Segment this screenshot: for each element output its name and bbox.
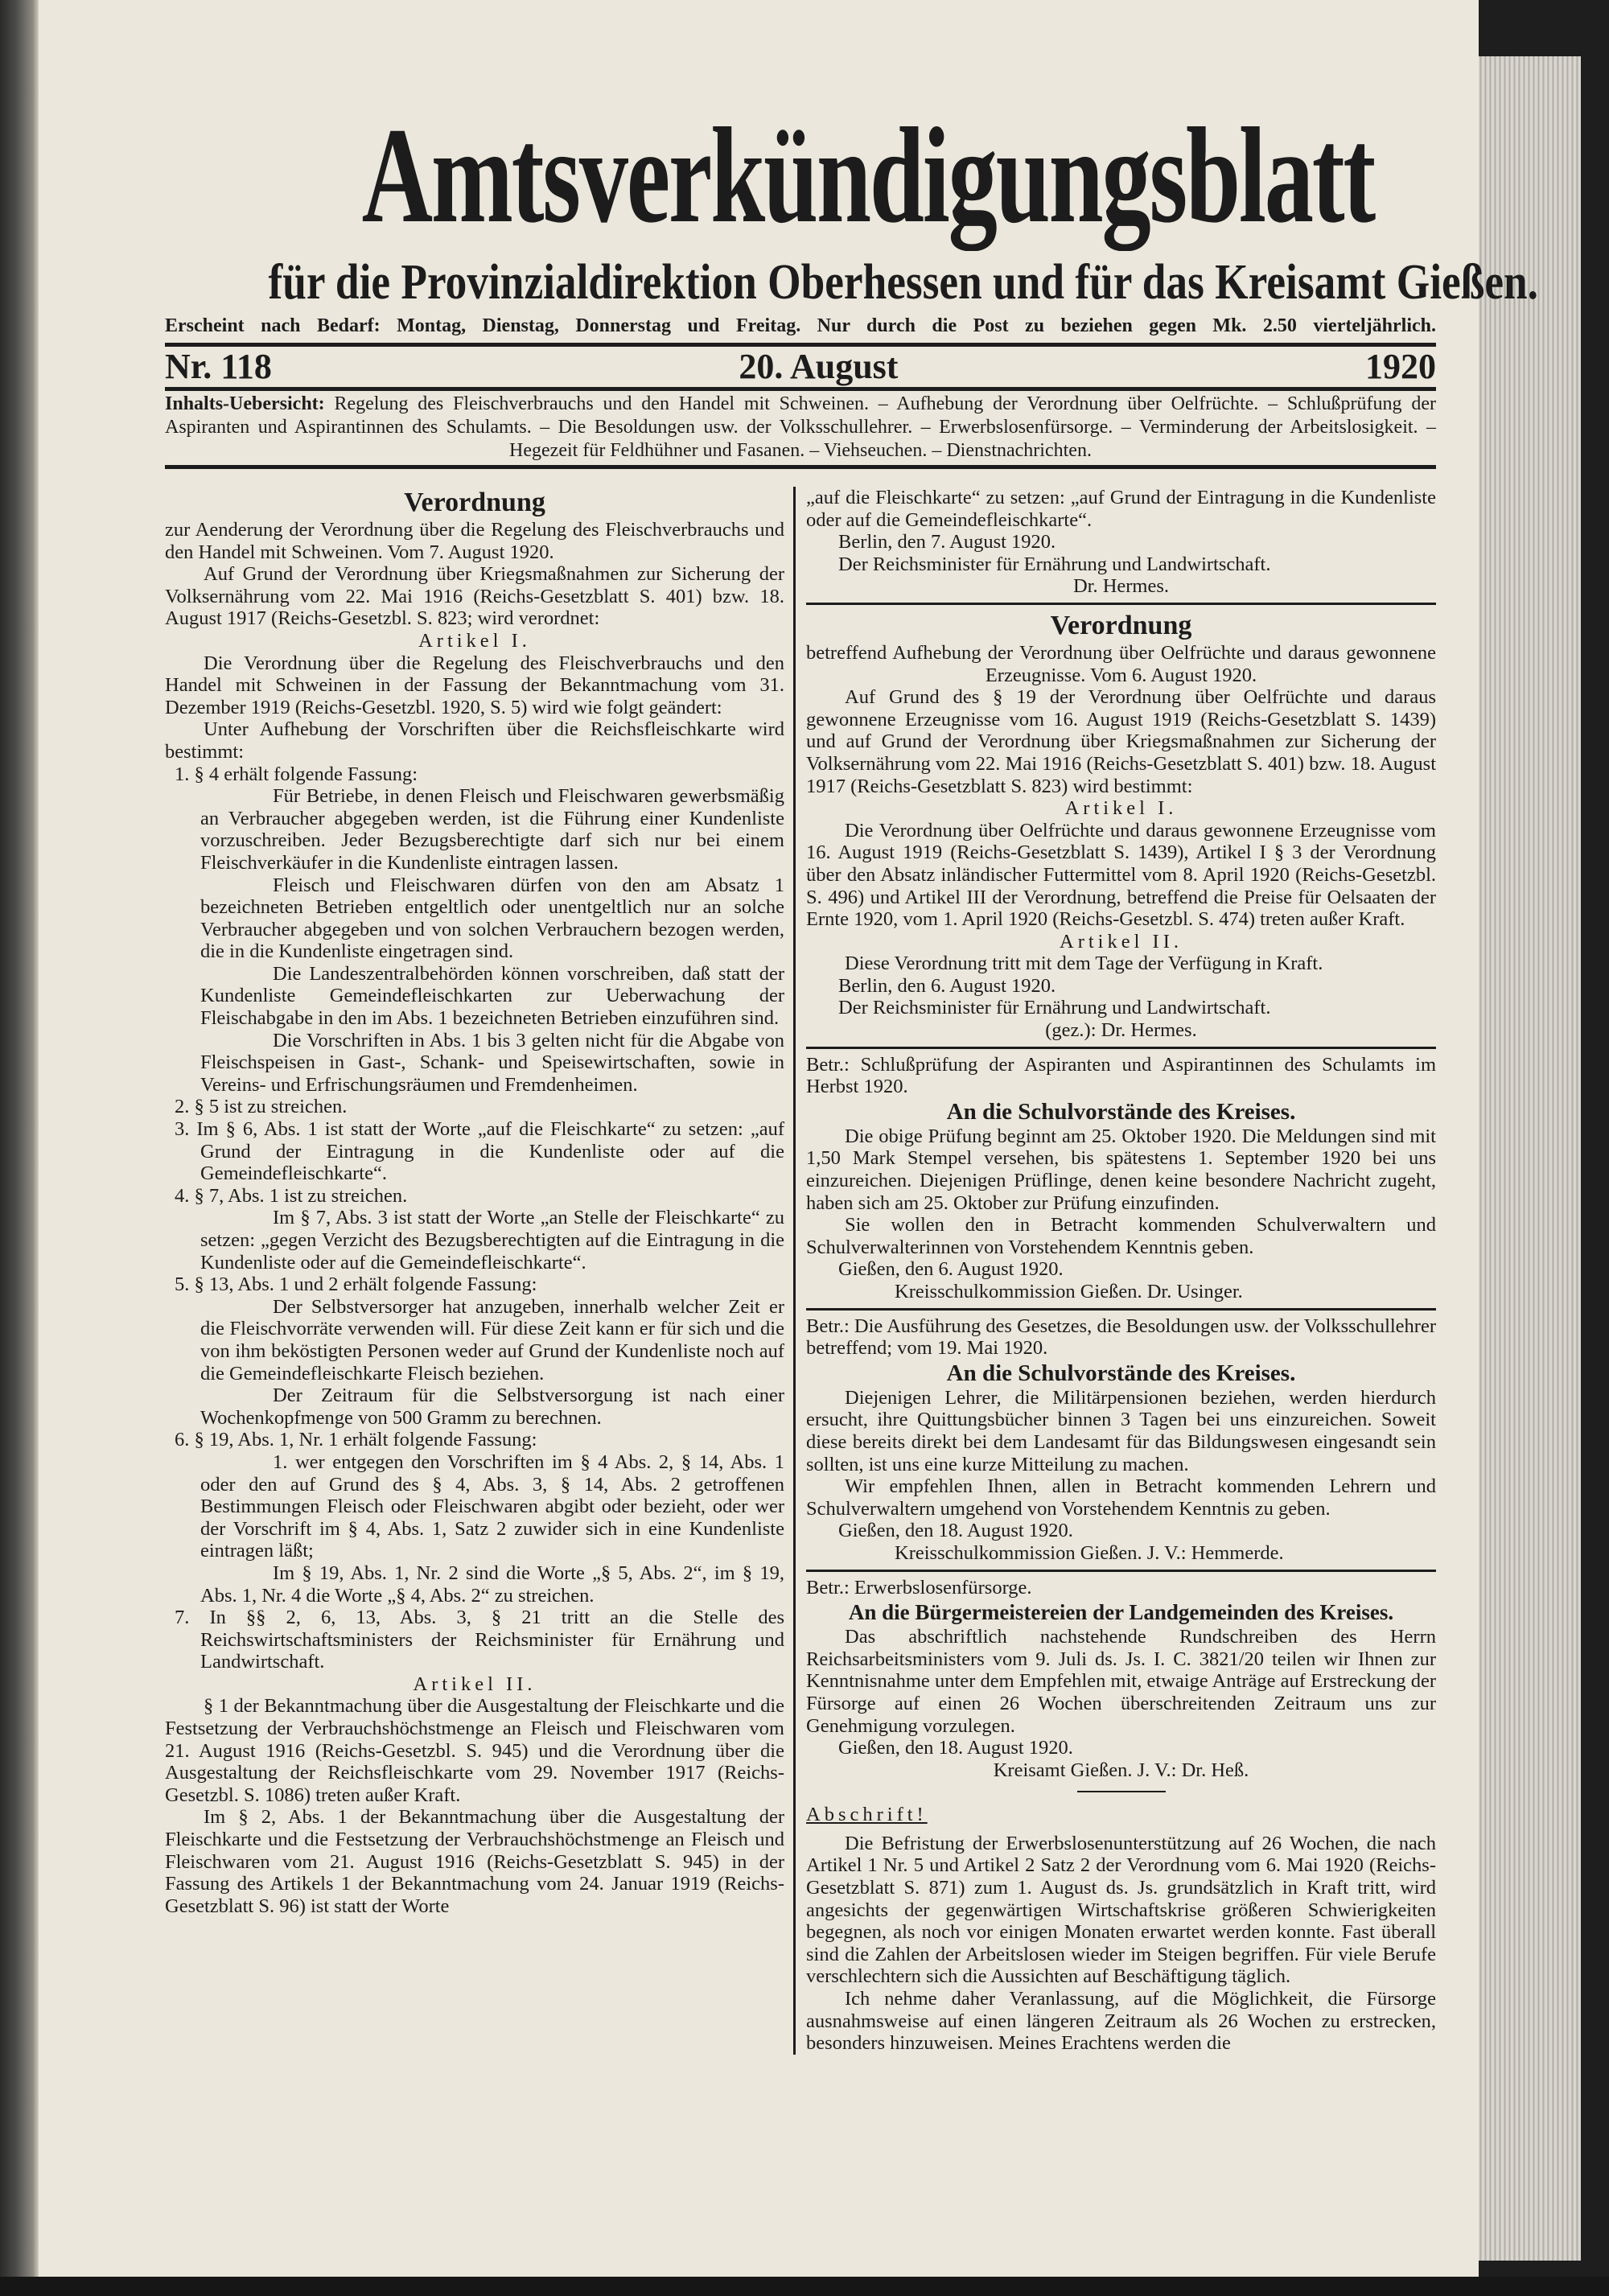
- signature: Der Reichsminister für Ernährung und Landwirtschaft.: [838, 997, 1271, 1019]
- issue-date: 20. August: [739, 347, 899, 386]
- toc-label: Inhalts-Uebersicht:: [165, 393, 325, 414]
- section-heading: An die Schulvorstände des Kreises.: [946, 1098, 1296, 1125]
- divider: [806, 603, 1436, 605]
- paragraph: Die Vorschriften in Abs. 1 bis 3 gelten nicht für die Abgabe von Fleischspeisen in Gast-, Schank- und Speisewirtschaften, sowie in Vereins- und Erfrischungsräumen und Fremdenheimen.: [200, 1029, 784, 1096]
- table-of-contents: [165, 393, 1436, 463]
- article-heading: Artikel I.: [1064, 797, 1178, 820]
- paragraph: Diese Verordnung tritt mit dem Tage der Verfügung in Kraft.: [845, 953, 1323, 975]
- divider: [806, 1308, 1436, 1311]
- toc-text: Regelung des Fleischverbrauchs und den Handel mit Schweinen. – Aufhebung der Verordnung über Oelfrüchte. – Schlußprüfung der Aspiranten und Aspirantinnen des Schulamts. – Die Besoldungen usw. der Volksschullehrer. – Erwerbslosenfürsorge. – Verminderung der Arbeitslosigkeit. – Hegezeit für Feldhühner und Fasanen. – Viehseuchen. – Dienstnachrichten.: [165, 393, 1436, 461]
- short-divider: [1077, 1791, 1166, 1792]
- divider: [806, 1047, 1436, 1049]
- paragraph: „auf die Fleischkarte“ zu setzen: „auf Grund der Eintragung in die Kundenliste oder auf die Gemeindefleischkarte“.: [806, 487, 1436, 531]
- left-column: [165, 487, 793, 1917]
- paragraph: Ich nehme daher Veranlassung, auf die Möglichkeit, die Fürsorge ausnahmsweise auf einen längeren Zeitraum als 26 Wochen zu erstrecken, besonders hinzuweisen. Meines Erachtens werden die: [806, 1988, 1436, 2055]
- paragraph: Unter Aufhebung der Vorschriften über die Reichsfleischkarte wird bestimmt:: [165, 718, 784, 763]
- article-heading: Artikel I.: [418, 629, 531, 652]
- paragraph: betreffend Aufhebung der Verordnung über Oelfrüchte und daraus gewonnene Erzeugnisse. Vom 6. August 1920.: [806, 641, 1436, 686]
- article-heading: Artikel II.: [413, 1673, 537, 1695]
- signature-name: (gez.): Dr. Hermes.: [1045, 1019, 1197, 1042]
- section-heading: An die Bürgermeistereien der Landgemeinden des Kreises.: [848, 1600, 1394, 1625]
- list-item: 6. § 19, Abs. 1, Nr. 1 erhält folgende Fassung:: [175, 1429, 537, 1451]
- paragraph: Im § 19, Abs. 1, Nr. 2 sind die Worte „§ 5, Abs. 2“, im § 19, Abs. 1, Nr. 4 die Worte „§ 4, Abs. 2“ zu streichen.: [200, 1562, 784, 1607]
- paragraph: Der Selbstversorger hat anzugeben, innerhalb welcher Zeit er die Fleischvorräte verwenden will. Für diese Zeit kann er für sich und die von ihm beköstigten Personen weder auf Grund der Kundenliste noch auf die Gemeindefleischkarte Fleisch beziehen.: [200, 1295, 784, 1385]
- paragraph: Das abschriftlich nachstehende Rundschreiben des Herrn Reichsarbeitsministers vom 9. Juli ds. Js. I. C. 3821/20 teilen wir Ihnen zur Kenntnisnahme unter dem Empfehlen mit, etwaige Anträge auf Erstreckung der Fürsorge auf einen 26 Wochen überschreitenden Zeitraum uns zur Genehmigung vorzulegen.: [806, 1626, 1436, 1737]
- divider: [165, 465, 1436, 469]
- paragraph: Die Landeszentralbehörden können vorschreiben, daß statt der Kundenliste Gemeindefleischkarten zur Ueberwachung der Fleischabgabe in den im Abs. 1 bezeichneten Betrieben einzuführen sind.: [200, 962, 784, 1030]
- subject-line: Betr.: Erwerbslosenfürsorge.: [806, 1576, 1032, 1599]
- page-content: [165, 100, 1539, 2055]
- paragraph: Der Zeitraum für die Selbstversorgung ist nach einer Wochenkopfmenge von 500 Gramm zu berechnen.: [200, 1385, 784, 1429]
- place-date: Gießen, den 18. August 1920.: [838, 1737, 1073, 1759]
- paragraph: Fleisch und Fleischwaren dürfen von den am Absatz 1 bezeichneten Betrieben entgeltlich oder unentgeltlich nur an solche Verbraucher abgegeben und von solchen Verbrauchern bezogen werden, die in die Kundenliste eingetragen sind.: [200, 874, 784, 963]
- issue-year: 1920: [1364, 347, 1436, 386]
- signature: Kreisschulkommission Gießen. Dr. Usinger.: [895, 1281, 1243, 1302]
- paragraph: zur Aenderung der Verordnung über die Regelung des Fleischverbrauchs und den Handel mit Schweinen. Vom 7. August 1920.: [165, 519, 784, 563]
- paragraph: Die Verordnung über die Regelung des Fleischverbrauchs und den Handel mit Schweinen in der Fassung der Bekanntmachung vom 31. Dezember 1919 (Reichs-Gesetzbl. 1920, S. 5) wird wie folgt geändert:: [165, 652, 784, 718]
- scan-border: [0, 2277, 1609, 2296]
- copy-label: Abschrift!: [806, 1804, 928, 1826]
- list-item: 4. § 7, Abs. 1 ist zu streichen.: [175, 1184, 408, 1207]
- masthead-title: [165, 100, 1436, 251]
- subject-line: Betr.: Die Ausführung des Gesetzes, die Besoldungen usw. der Volksschullehrer betreffend; vom 19. Mai 1920.: [806, 1315, 1436, 1360]
- paragraph: 1. wer entgegen den Vorschriften im § 4 Abs. 2, § 14, Abs. 1 oder den auf Grund des § 4, Abs. 3, § 14, Abs. 2 getroffenen Bestimmungen Fleisch oder Fleischwaren abgibt oder bezieht, oder wer der Vorschrift im § 4, Abs. 1, Satz 2 zuwider sich in eine Kundenliste eintragen läßt;: [200, 1450, 784, 1562]
- place-date: Berlin, den 6. August 1920.: [838, 974, 1056, 997]
- signature: Kreisschulkommission Gießen. J. V.: Hemmerde.: [895, 1541, 1284, 1564]
- paragraph: Sie wollen den in Betracht kommenden Schulverwaltern und Schulverwalterinnen von Vorstehendem Kenntnis geben.: [806, 1214, 1436, 1258]
- list-item: 1. § 4 erhält folgende Fassung:: [175, 763, 418, 785]
- columns: [165, 487, 1436, 2055]
- signature: Der Reichsminister für Ernährung und Landwirtschaft.: [838, 553, 1271, 575]
- divider: [806, 1570, 1436, 1572]
- list-item: 5. § 13, Abs. 1 und 2 erhält folgende Fassung:: [175, 1273, 537, 1296]
- masthead-subtitle: [165, 254, 1539, 311]
- paragraph: Auf Grund der Verordnung über Kriegsmaßnahmen zur Sicherung der Volksernährung vom 22. Mai 1916 (Reichs-Gesetzblatt S. 401) bzw. 18. August 1917 (Reichs-Gesetzbl. S. 823; wird verordnet:: [165, 563, 784, 630]
- paragraph: Im § 2, Abs. 1 der Bekanntmachung über die Ausgestaltung der Fleischkarte und die Festsetzung der Verbrauchshöchstmenge an Fleisch und Fleischwaren vom 21. August 1916 (Reichs-Gesetzblatt S. 945) in der Fassung des Artikels 1 der Bekanntmachung vom 24. Januar 1919 (Reichs-Gesetzblatt S. 96) ist statt der Worte: [165, 1806, 784, 1917]
- paragraph: Im § 7, Abs. 3 ist statt der Worte „an Stelle der Fleischkarte“ zu setzen: „gegen Verzicht des Bezugsberechtigten auf die Eintragung in die Kundenliste oder auf die Gemeindefleischkarte“.: [200, 1207, 784, 1273]
- list-item: 2. § 5 ist zu streichen.: [175, 1096, 348, 1118]
- paragraph: § 1 der Bekanntmachung über die Ausgestaltung der Fleischkarte und die Festsetzung der Verbrauchshöchstmenge an Fleisch und Fleischwaren vom 21. August 1916 (Reichs-Gesetzbl. S. 945) und die Verordnung über die Ausgestaltung der Reichsfleischkarte vom 29. November 1917 (Reichs-Gesetzbl. S. 1086) treten außer Kraft.: [165, 1695, 784, 1806]
- page-stack-edge: [1472, 56, 1581, 2261]
- paragraph: Auf Grund des § 19 der Verordnung über Oelfrüchte und daraus gewonnene Erzeugnisse vom 16. August 1919 (Reichs-Gesetzblatt S. 1439) und auf Grund der Verordnung über Kriegsmaßnahmen zur Sicherung der Volksernährung vom 22. Mai 1916 (Reichs-Gesetzblatt S. 401) bzw. 18. August 1917 (Reichs-Gesetzblatt S. 823) wird bestimmt:: [806, 686, 1436, 797]
- masthead-subtitle-text: für die Provinzialdirektion Oberhessen und für das Kreisamt Gießen.: [268, 255, 1539, 310]
- divider: [165, 387, 1436, 391]
- article-heading: Artikel II.: [1060, 930, 1183, 953]
- paragraph: Wir empfehlen Ihnen, allen in Betracht kommenden Lehrern und Schulverwaltern umgehend von Vorstehendem Kenntnis zu geben.: [806, 1475, 1436, 1520]
- publication-info: Erscheint nach Bedarf: Montag, Dienstag, Donnerstag und Freitag. Nur durch die Post zu beziehen gegen Mk. 2.50 vierteljährlich.: [165, 315, 1436, 336]
- paragraph: Die Befristung der Erwerbslosenunterstützung auf 26 Wochen, die nach Artikel 1 Nr. 5 und Artikel 2 Satz 2 der Verordnung vom 6. Mai 1920 (Reichs-Gesetzblatt S. 871) zum 1. August ds. Js. grundsätzlich in Kraft tritt, wird angesichts der gegenwärtigen Wirtschaftskrise größeren Schwierigkeiten begegnen, als noch vor einigen Monaten erwartet werden konnte. Fast überall sind die Zahlen der Arbeitslosen wieder im Steigen begriffen. Für viele Berufe verschlechtern sich die Aussichten auf Beschäftigung täglich.: [806, 1832, 1436, 1988]
- paragraph: Für Betriebe, in denen Fleisch und Fleischwaren gewerbsmäßig an Verbraucher abgegeben werden, ist die Führung einer Kundenliste vorzuschreiben. Jeder Bezugsberechtigte darf sich nur bei einem Fleischverkäufer in die Kundenliste eintragen lassen.: [200, 785, 784, 874]
- list-item: 3. Im § 6, Abs. 1 ist statt der Worte „auf die Fleischkarte“ zu setzen: „auf Grund der Eintragung in die Kundenliste oder auf die Gemeindefleischkarte“.: [175, 1118, 784, 1185]
- section-heading: An die Schulvorstände des Kreises.: [946, 1360, 1296, 1386]
- subject-line: Betr.: Schlußprüfung der Aspiranten und Aspirantinnen des Schulamts im Herbst 1920.: [806, 1053, 1436, 1098]
- masthead-title-text: Amtsverkündigungsblatt: [361, 100, 1375, 251]
- paragraph: Die Verordnung über Oelfrüchte und daraus gewonnene Erzeugnisse vom 16. August 1919 (Reichs-Gesetzblatt S. 1439), Artikel I § 3 der Verordnung über den Absatz inländischer Futtermittel vom 8. April 1920 (Reichs-Gesetzbl. S. 496) und Artikel III der Verordnung, betreffend die Preise für Oelsaaten der Ernte 1920, vom 1. April 1920 (Reichs-Gesetzbl. S. 474) treten außer Kraft.: [806, 819, 1436, 931]
- issue-row: [165, 347, 1436, 387]
- signature: Kreisamt Gießen. J. V.: Dr. Heß.: [993, 1759, 1249, 1781]
- section-heading: Verordnung: [1050, 610, 1192, 640]
- book-gutter: [0, 0, 39, 2296]
- paragraph: Diejenigen Lehrer, die Militärpensionen beziehen, werden hierdurch ersucht, ihre Quittungsbücher binnen 3 Tagen bei uns einzureichen. Soweit diese bereits direkt bei dem Landesamt für das Bildungswesen eingesandt sein sollten, ist uns eine kurze Mitteilung zu machen.: [806, 1386, 1436, 1475]
- issue-number: Nr. 118: [165, 347, 272, 386]
- signature-name: Dr. Hermes.: [1072, 575, 1170, 598]
- right-column: [793, 487, 1436, 2055]
- place-date: Gießen, den 6. August 1920.: [838, 1258, 1064, 1281]
- place-date: Berlin, den 7. August 1920.: [838, 531, 1056, 553]
- list-item: 7. In §§ 2, 6, 13, Abs. 3, § 21 tritt an die Stelle des Reichswirtschaftsministers der Reichsminister für Ernährung und Landwirtschaft.: [175, 1607, 784, 1673]
- place-date: Gießen, den 18. August 1920.: [838, 1520, 1073, 1542]
- section-heading: Verordnung: [404, 488, 545, 517]
- paragraph: Die obige Prüfung beginnt am 25. Oktober 1920. Die Meldungen sind mit 1,50 Mark Stempel versehen, bis spätestens 1. September 1920 bei uns einzureichen. Diejenigen Prüflinge, denen keine besondere Nachricht zugeht, haben sich am 25. Oktober zur Prüfung einzufinden.: [806, 1125, 1436, 1214]
